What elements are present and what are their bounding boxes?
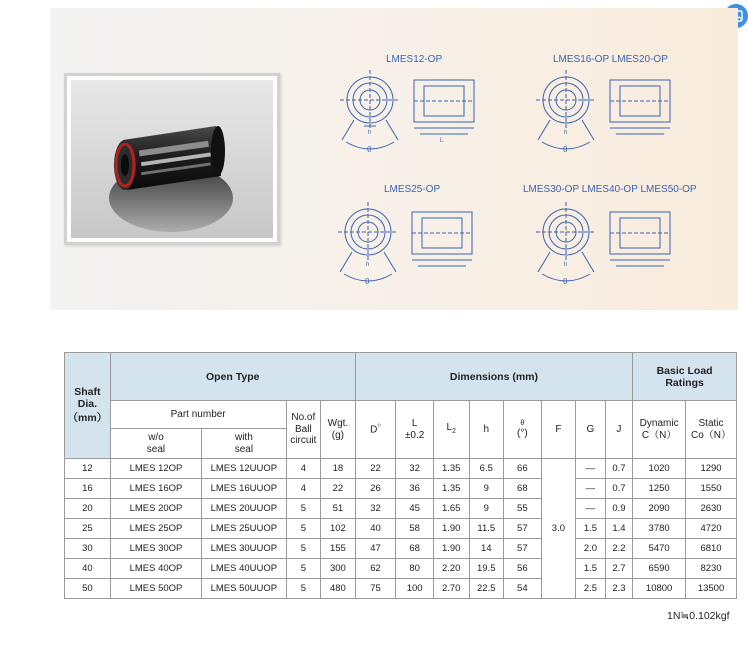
header-open-type: Open Type	[110, 353, 355, 401]
cell-d: 62	[355, 559, 396, 579]
cell-dynamic: 3780	[633, 519, 686, 539]
header-with-seal: with seal	[202, 429, 286, 459]
cell-g: 1.5	[576, 519, 605, 539]
cell-f-merged: 3.0	[541, 459, 576, 599]
diagram-mark-theta: θ	[563, 277, 568, 286]
spec-table	[64, 352, 737, 599]
cell-part-wo-seal: LMES 16OP	[110, 479, 201, 499]
drawing-lmes12	[336, 64, 496, 156]
header-l2-sub: 2	[452, 428, 456, 436]
header-l2-label: L	[446, 422, 453, 434]
bearing-image	[71, 80, 273, 238]
cell-part-wo-seal: LMES 40OP	[110, 559, 201, 579]
cell-ball-circuit: 5	[286, 559, 321, 579]
cell-part-with-seal: LMES 50UUOP	[202, 579, 286, 599]
cell-l2: 1.65	[433, 499, 469, 519]
cell-part-wo-seal: LMES 12OP	[110, 459, 201, 479]
cell-theta: 54	[504, 579, 542, 599]
cell-l: 68	[396, 539, 434, 559]
cell-part-with-seal: LMES 16UUOP	[202, 479, 286, 499]
cell-weight: 18	[321, 459, 356, 479]
cell-part-with-seal: LMES 12UUOP	[202, 459, 286, 479]
header-theta-unit: (°)	[517, 427, 528, 439]
header-theta-symbol: θ	[520, 419, 525, 427]
header-l: L ±0.2	[396, 401, 434, 459]
cell-part-with-seal: LMES 25UUOP	[202, 519, 286, 539]
drawing-lmes25	[334, 196, 494, 288]
cell-d: 32	[355, 499, 396, 519]
cell-h: 9	[469, 479, 504, 499]
header-part-number: Part number	[110, 401, 286, 429]
cell-shaft: 30	[65, 539, 111, 559]
cell-l: 45	[396, 499, 434, 519]
cell-g: 1.5	[576, 559, 605, 579]
cell-j: 0.7	[605, 459, 633, 479]
cell-l: 32	[396, 459, 434, 479]
cell-weight: 22	[321, 479, 356, 499]
cell-part-with-seal: LMES 30UUOP	[202, 539, 286, 559]
cell-static: 4720	[686, 519, 737, 539]
cell-j: 0.9	[605, 499, 633, 519]
cell-l: 80	[396, 559, 434, 579]
cell-dynamic: 1020	[633, 459, 686, 479]
table-row	[65, 539, 737, 559]
cell-l2: 1.90	[433, 519, 469, 539]
header-theta	[504, 401, 542, 459]
diagram-title-lmes12: LMES12-OP	[386, 54, 443, 65]
cell-shaft: 20	[65, 499, 111, 519]
diagram-mark-h: h	[564, 130, 568, 136]
cell-static: 6810	[686, 539, 737, 559]
cell-l2: 1.35	[433, 479, 469, 499]
cell-h: 9	[469, 499, 504, 519]
cell-weight: 102	[321, 519, 356, 539]
cell-l2: 2.20	[433, 559, 469, 579]
cell-ball-circuit: 5	[286, 499, 321, 519]
cell-part-wo-seal: LMES 50OP	[110, 579, 201, 599]
diagram-mark-l: L	[440, 138, 444, 144]
cell-shaft: 50	[65, 579, 111, 599]
header-j: J	[605, 401, 633, 459]
drawing-lmes30-50	[532, 196, 692, 288]
table-row	[65, 499, 737, 519]
cell-theta: 68	[504, 479, 542, 499]
cell-g: —	[576, 459, 605, 479]
cell-dynamic: 2090	[633, 499, 686, 519]
diagram-title-lmes30-50: LMES30-OP LMES40-OP LMES50-OP	[523, 184, 697, 195]
cell-shaft: 25	[65, 519, 111, 539]
cell-j: 2.7	[605, 559, 633, 579]
cell-d: 26	[355, 479, 396, 499]
diagram-mark-h: h	[366, 262, 370, 268]
cell-shaft: 16	[65, 479, 111, 499]
cell-g: —	[576, 479, 605, 499]
cell-static: 8230	[686, 559, 737, 579]
cell-part-wo-seal: LMES 20OP	[110, 499, 201, 519]
cell-part-with-seal: LMES 20UUOP	[202, 499, 286, 519]
header-shaft-dia: Shaft Dia. （mm）	[65, 353, 111, 459]
cell-j: 1.4	[605, 519, 633, 539]
table-row	[65, 519, 737, 539]
cell-ball-circuit: 4	[286, 459, 321, 479]
cell-shaft: 12	[65, 459, 111, 479]
product-photo	[64, 73, 280, 245]
diagram-mark-h: h	[368, 130, 372, 136]
cell-l: 36	[396, 479, 434, 499]
table-row	[65, 479, 737, 499]
cell-l2: 1.90	[433, 539, 469, 559]
cell-weight: 51	[321, 499, 356, 519]
cell-weight: 480	[321, 579, 356, 599]
cell-d: 40	[355, 519, 396, 539]
cell-ball-circuit: 5	[286, 539, 321, 559]
drawing-lmes16-20	[532, 64, 692, 156]
cell-j: 2.2	[605, 539, 633, 559]
header-weight: Wgt. (g)	[321, 401, 356, 459]
cell-h: 11.5	[469, 519, 504, 539]
cell-theta: 55	[504, 499, 542, 519]
header-l2	[433, 401, 469, 459]
diagram-mark-h: h	[564, 262, 568, 268]
cell-part-wo-seal: LMES 25OP	[110, 519, 201, 539]
cell-l2: 2.70	[433, 579, 469, 599]
cell-shaft: 40	[65, 559, 111, 579]
diagram-mark-theta: θ	[365, 277, 370, 286]
cell-static: 1290	[686, 459, 737, 479]
cell-h: 19.5	[469, 559, 504, 579]
cell-dynamic: 5470	[633, 539, 686, 559]
unit-footnote: 1N≒0.102kgf	[667, 610, 730, 622]
cell-d: 22	[355, 459, 396, 479]
cell-weight: 300	[321, 559, 356, 579]
cell-theta: 56	[504, 559, 542, 579]
cell-part-wo-seal: LMES 30OP	[110, 539, 201, 559]
cell-weight: 155	[321, 539, 356, 559]
header-d	[355, 401, 396, 459]
cell-ball-circuit: 4	[286, 479, 321, 499]
cell-dynamic: 6590	[633, 559, 686, 579]
header-ball-circuit: No.of Ball circuit	[286, 401, 321, 459]
header-d-sup: ¹⁾	[377, 423, 381, 430]
header-basic-load: Basic Load Ratings	[633, 353, 737, 401]
table-row	[65, 459, 737, 479]
header-d-label: D	[370, 423, 378, 435]
cell-static: 2630	[686, 499, 737, 519]
cell-l2: 1.35	[433, 459, 469, 479]
header-f: F	[541, 401, 576, 459]
cell-theta: 57	[504, 539, 542, 559]
header-g: G	[576, 401, 605, 459]
spec-table-container	[64, 352, 737, 599]
cell-static: 13500	[686, 579, 737, 599]
cell-g: —	[576, 499, 605, 519]
header-h: h	[469, 401, 504, 459]
cell-h: 22.5	[469, 579, 504, 599]
cell-l: 58	[396, 519, 434, 539]
table-row	[65, 559, 737, 579]
cell-static: 1550	[686, 479, 737, 499]
cell-ball-circuit: 5	[286, 579, 321, 599]
cell-d: 75	[355, 579, 396, 599]
cell-theta: 66	[504, 459, 542, 479]
cell-g: 2.5	[576, 579, 605, 599]
cell-j: 2.3	[605, 579, 633, 599]
header-dynamic: Dynamic C（N）	[633, 401, 686, 459]
table-row	[65, 579, 737, 599]
diagram-title-lmes16-20: LMES16-OP LMES20-OP	[553, 54, 668, 65]
cell-part-with-seal: LMES 40UUOP	[202, 559, 286, 579]
cell-theta: 57	[504, 519, 542, 539]
cell-g: 2.0	[576, 539, 605, 559]
diagram-title-lmes25: LMES25-OP	[384, 184, 441, 195]
cell-d: 47	[355, 539, 396, 559]
header-static: Static Co（N）	[686, 401, 737, 459]
header-without-seal: w/o seal	[110, 429, 201, 459]
cell-dynamic: 10800	[633, 579, 686, 599]
diagram-mark-theta: θ	[563, 145, 568, 154]
header-dimensions: Dimensions (mm)	[355, 353, 633, 401]
diagram-mark-theta: θ	[367, 145, 372, 154]
cell-h: 14	[469, 539, 504, 559]
cell-ball-circuit: 5	[286, 519, 321, 539]
cell-j: 0.7	[605, 479, 633, 499]
cell-dynamic: 1250	[633, 479, 686, 499]
cell-l: 100	[396, 579, 434, 599]
cell-h: 6.5	[469, 459, 504, 479]
